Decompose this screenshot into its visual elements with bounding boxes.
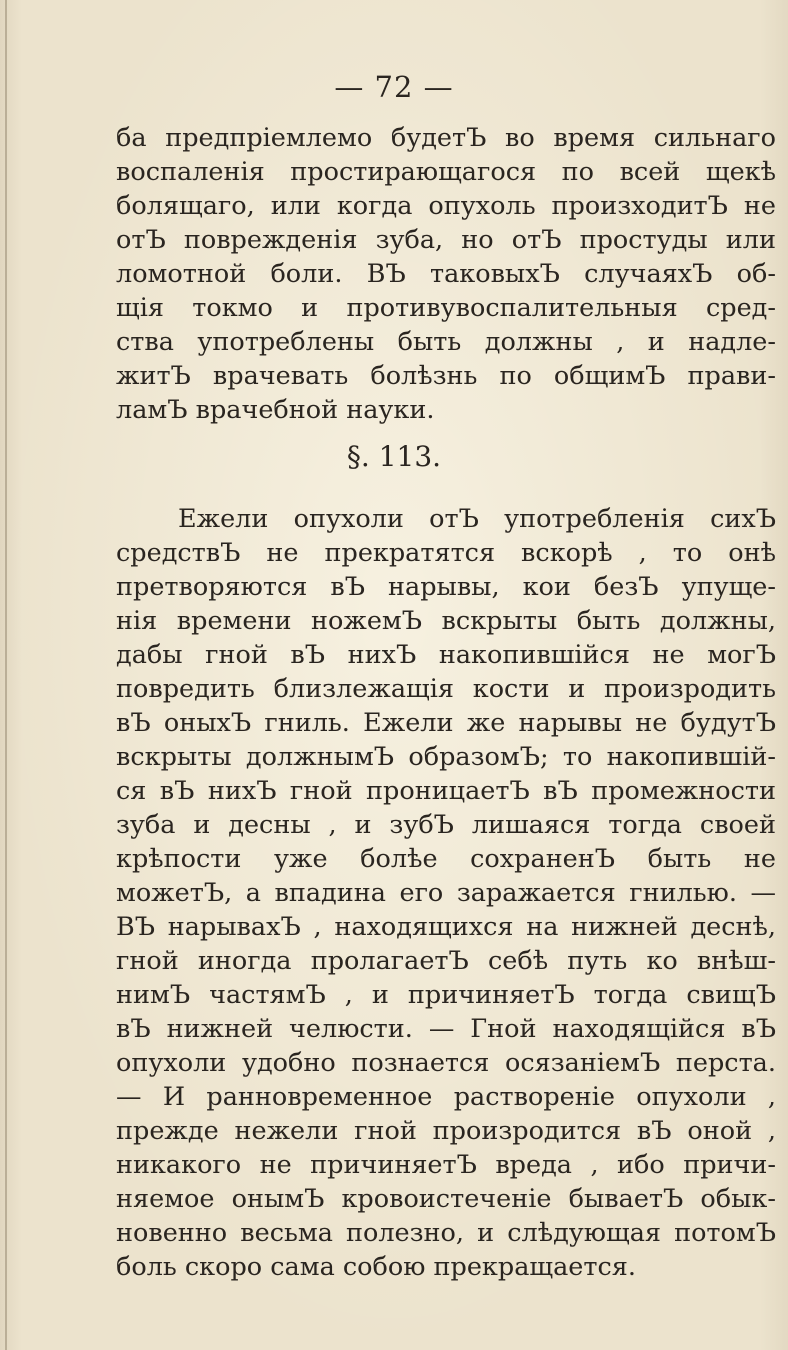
text-line: болящаго, или когда опухоль произходитЪ не [116,191,776,221]
text-line: ся вЪ нихЪ гной проницаетЪ вЪ промежности [116,776,776,806]
page-number: — 72 — [334,70,454,104]
paragraph-continued [116,121,776,427]
paragraph-section-113 [116,502,776,1284]
text-line: ВЪ нарывахЪ , находящихся на нижней деснѣ, [116,912,776,942]
text-line: прежде нежели гной произродится вЪ оной , [116,1116,776,1146]
text-line: ства употреблены быть должны , и надле- [116,327,776,357]
section-heading: §. 113. [346,440,442,473]
text-line: нія времени ножемЪ вскрыты быть должны, [116,606,776,636]
text-line: вЪ нижней челюсти. — Гной находящійся вЪ [116,1014,776,1044]
text-line: воспаленія простирающагося по всей щекѣ [116,157,776,187]
text-line: ломотной боли. ВЪ таковыхЪ случаяхЪ об- [116,259,776,289]
text-line: повредить близлежащія кости и произродить [116,674,776,704]
text-line: можетЪ, а впадина его заражается гнилью. — [116,878,776,908]
text-line: никакого не причиняетЪ вреда , ибо причи- [116,1150,776,1180]
text-line: отЪ поврежденія зуба, но отЪ простуды или [116,225,776,255]
page-edge-rule [5,0,7,1350]
text-line: няемое онымЪ кровоистеченіе бываетЪ обык- [116,1184,776,1214]
text-line: нимЪ частямЪ , и причиняетЪ тогда свищЪ [116,980,776,1010]
text-line: вЪ оныхЪ гниль. Ежели же нарывы не будутЪ [116,708,776,738]
text-line: гной иногда пролагаетЪ себѣ путь ко внѣш- [116,946,776,976]
text-line: щія токмо и противувоспалительныя сред- [116,293,776,323]
text-line: дабы гной вЪ нихЪ накопившійся не могЪ [116,640,776,670]
text-line: крѣпости уже болѣе сохраненЪ быть не [116,844,776,874]
text-line: боль скоро сама собою прекращается. [116,1252,636,1282]
text-line: ба предпріемлемо будетЪ во время сильнаго [116,123,776,153]
text-line: новенно весьма полезно, и слѣдующая потомЪ [116,1218,776,1248]
text-line: — И ранновременное раствореніе опухоли , [116,1082,776,1112]
text-line: зуба и десны , и зубЪ лишаяся тогда своей [116,810,776,840]
text-line: вскрыты должнымЪ образомЪ; то накопившій- [116,742,776,772]
text-line: житЪ врачевать болѣзнь по общимЪ прави- [116,361,776,391]
text-line: средствЪ не прекратятся вскорѣ , то онѣ [116,538,776,568]
text-line: Ежели опухоли отЪ употребленія сихЪ [178,504,776,534]
text-line: ламЪ врачебной науки. [116,395,435,425]
text-line: опухоли удобно познается осязаніемЪ перста. [116,1048,776,1078]
text-line: претворяются вЪ нарывы, кои безЪ упуще- [116,572,776,602]
